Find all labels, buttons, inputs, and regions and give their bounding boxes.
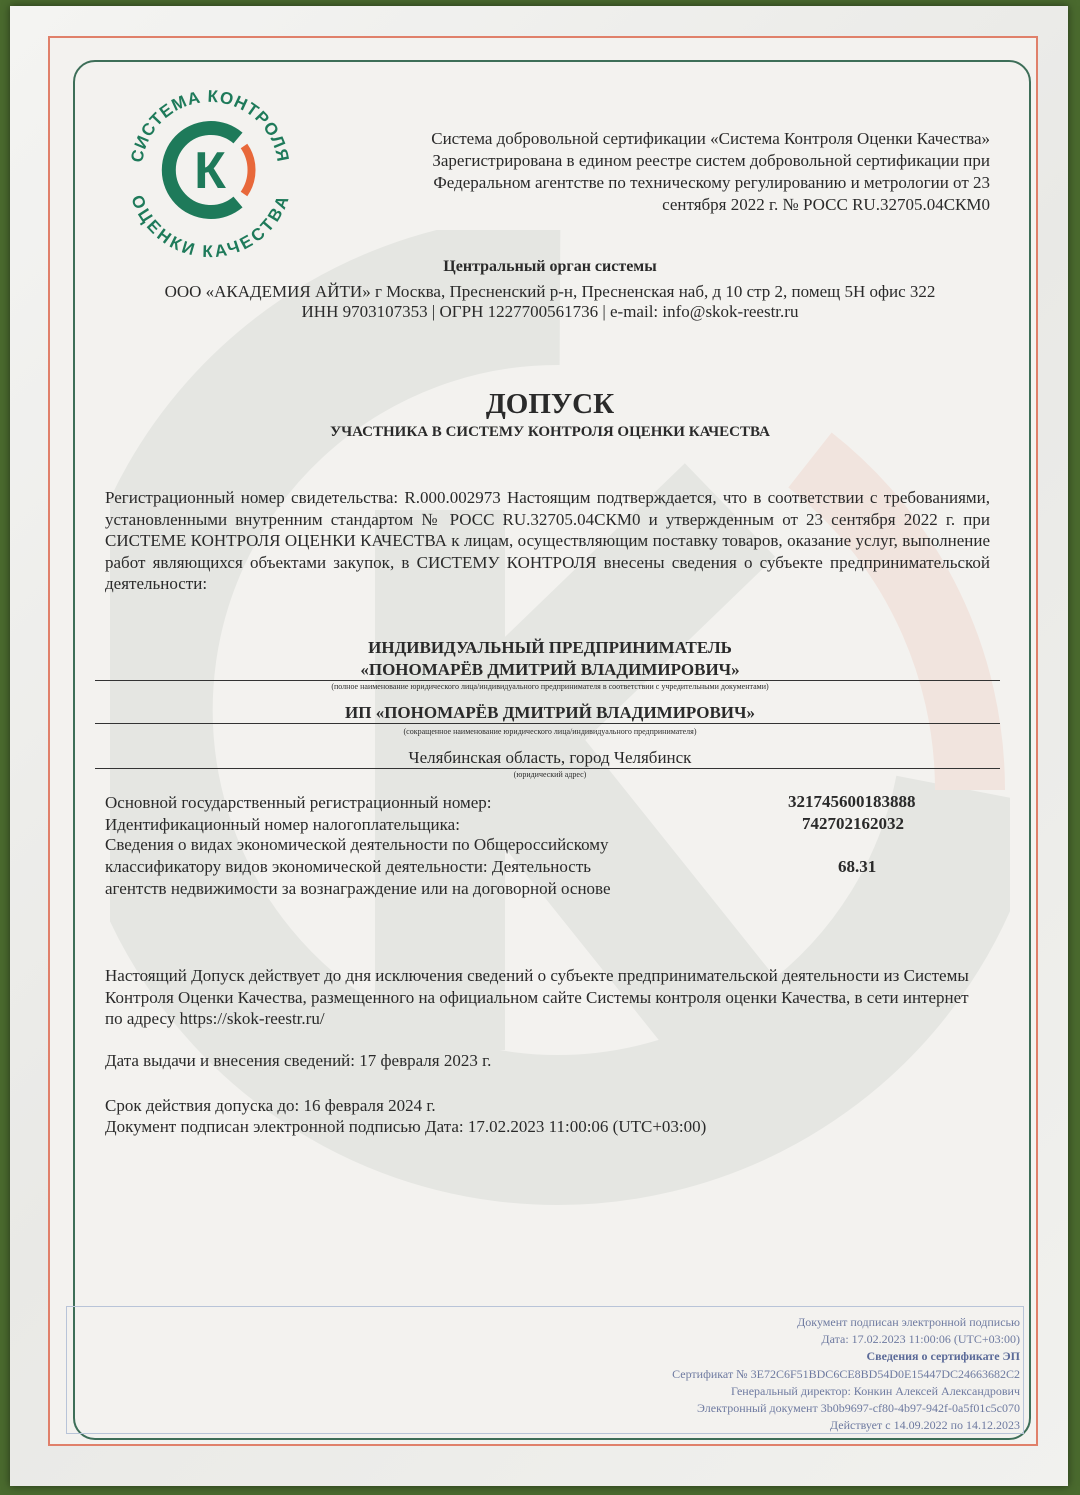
signature-line: Сертификат № 3E72C6F51BDC6CE8BD54D0E15447DC24663682C2: [672, 1366, 1020, 1381]
divider: [95, 768, 1000, 769]
document-subtitle: УЧАСТНИКА В СИСТЕМУ КОНТРОЛЯ ОЦЕНКИ КАЧЕСТВА: [330, 424, 770, 440]
divider: [95, 680, 1000, 681]
signature-line: Документ подписан электронной подписью: [797, 1315, 1020, 1329]
logo-ring-top: СИСТЕМА КОНТРОЛЯ: [127, 86, 293, 164]
short-name: ИП «ПОНОМАРЁВ ДМИТРИЙ ВЛАДИМИРОВИЧ»: [345, 703, 755, 722]
central-body-title: Центральный орган системы: [443, 258, 657, 275]
okved-label-3: агентств недвижимости за вознаграждение или на договорной основе: [105, 879, 611, 898]
okved-label-2: классификатору видов экономической деятельности: Деятельность: [105, 857, 592, 876]
legal-address: Челябинская область, город Челябинск: [408, 748, 692, 767]
signature-line: Сведения о сертификате ЭП: [866, 1349, 1020, 1364]
inn-value: 742702162032: [802, 814, 904, 833]
validity-paragraph: Настоящий Допуск действует до дня исключения сведений о субъекте предпринимательской деятельности из Системы Контроля Оценки Качества, размещенного на официальном сайте Системы контроля оценки Качества, в сети интернет по адресу https://skok-reestr.ru/: [105, 966, 969, 1028]
signature-line: Действует с 14.09.2022 по 14.12.2023: [829, 1418, 1020, 1433]
okved-label-1: Сведения о видах экономической деятельности по Общероссийскому: [105, 835, 609, 854]
address-caption: (юридический адрес): [513, 770, 587, 779]
signature-line: Дата: 17.02.2023 11:00:06 (UTC+03:00): [821, 1332, 1020, 1347]
document-title: ДОПУСК: [485, 388, 615, 420]
full-name-caption: (полное наименование юридического лица/индивидуального предпринимателя в соответствии с учредительными документами): [331, 682, 769, 691]
logo-letter: К: [194, 142, 226, 200]
signature-line: Генеральный директор: Конкин Алексей Александрович: [730, 1383, 1020, 1398]
intro-paragraph: Регистрационный номер свидетельства: R.000.002973 Настоящим подтверждается, что в соответствии с требованиями, установленными внутренним стандартом № РОСС RU.32705.04СКМ0 и утвержденным от 23 сентября 2022 г. при СИСТЕМЕ КОНТРОЛЯ ОЦЕНКИ КАЧЕСТВА к лицам, осуществляющим поставку товаров, оказание услуг, выполнение работ являющихся объектами закупок, в СИСТЕМУ КОНТРОЛЯ внесены сведения о субъекте предпринимательской деятельности:: [105, 488, 990, 593]
logo-ring-bottom: ОЦЕНКИ КАЧЕСТВА: [127, 192, 293, 260]
central-body-address: ООО «АКАДЕМИЯ АЙТИ» г Москва, Пресненский р-н, Пресненская наб, д 10 стр 2, помещ 5Н офис 322: [164, 282, 936, 301]
signature-line: Электронный документ 3b0b9697-cf80-4b97-942f-0a5f01c5c070: [697, 1401, 1020, 1416]
e-signature-details: [672, 1314, 1020, 1434]
issue-date: Дата выдачи и внесения сведений: 17 февраля 2023 г.: [105, 1051, 492, 1070]
okved-value: 68.31: [838, 857, 877, 876]
header-line: Федеральном агентстве по техническому регулированию и метрологии от 23: [433, 173, 990, 192]
divider: [95, 723, 1000, 724]
e-signed-note: Документ подписан электронной подписью Дата: 17.02.2023 11:00:06 (UTC+03:00): [105, 1117, 707, 1136]
short-name-caption: (сокращенное наименование юридического лица/индивидуального предпринимателя): [403, 727, 697, 736]
header-line: сентября 2022 г. № РОСС RU.32705.04СКМ0: [662, 195, 990, 214]
header-line: Система добровольной сертификации «Система Контроля Оценки Качества»: [431, 129, 990, 148]
inn-label: Идентификационный номер налогоплательщика:: [105, 815, 460, 834]
ogrn-value: 321745600183888: [788, 792, 916, 811]
full-name-line1: ИНДИВИДУАЛЬНЫЙ ПРЕДПРИНИМАТЕЛЬ: [368, 638, 732, 657]
ogrn-label: Основной государственный регистрационный номер:: [105, 793, 492, 812]
central-body-ids: ИНН 9703107353 | ОГРН 1227700561736 | e-mail: info@skok-reestr.ru: [301, 302, 799, 321]
registration-info: [365, 128, 990, 216]
system-logo: [120, 80, 300, 260]
full-name-line2: «ПОНОМАРЁВ ДМИТРИЙ ВЛАДИМИРОВИЧ»: [360, 660, 740, 679]
expiry-date: Срок действия допуска до: 16 февраля 2024 г.: [105, 1096, 436, 1115]
header-line: Зарегистрирована в едином реестре систем добровольной сертификации при: [432, 151, 990, 170]
svg-text:ОЦЕНКИ КАЧЕСТВА: [127, 192, 293, 260]
